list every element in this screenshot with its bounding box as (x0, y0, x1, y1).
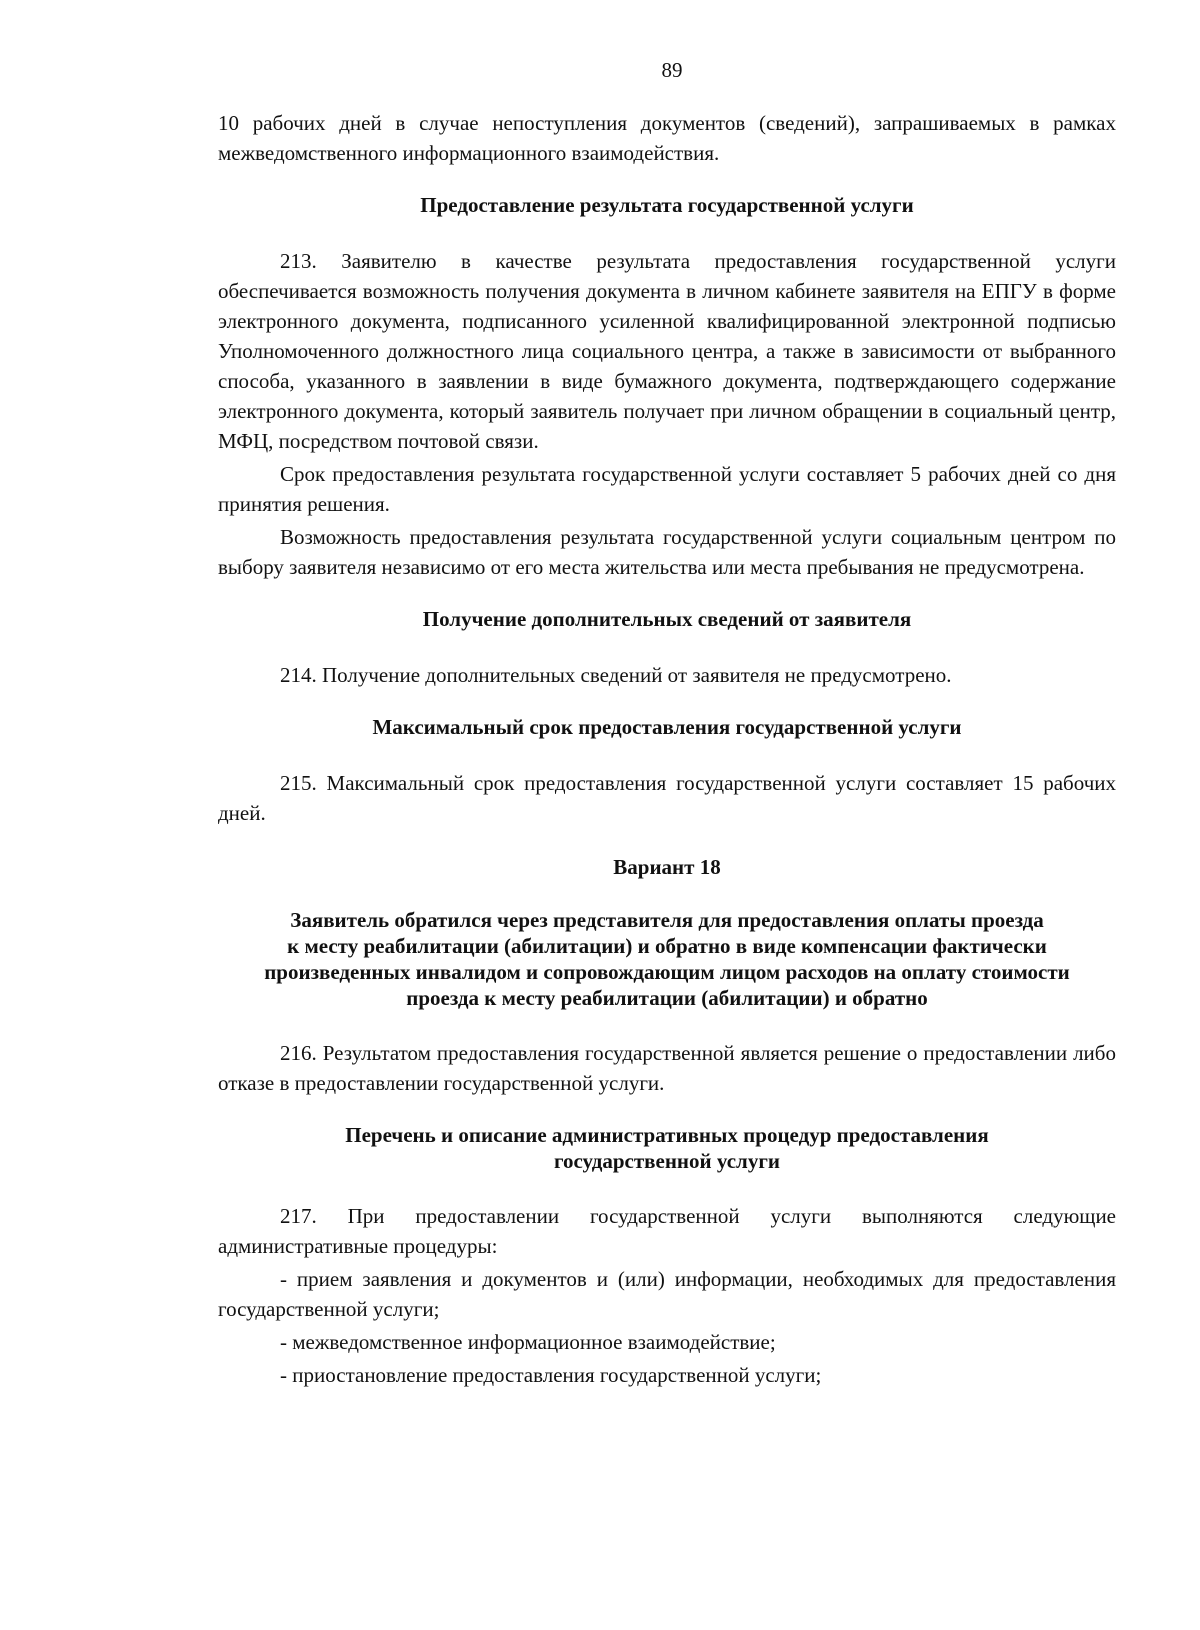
heading-applicant (218, 907, 1116, 1011)
paragraph-213: 213. Заявителю в качестве результата предоставления государственной услуги обеспечивается возможность получения документа в личном кабинете заявителя на ЕПГУ в форме электронного документа, подписанного усиленной квалифицированной электронной подписью Уполномоченного должностного лица социального центра, а также в зависимости от выбранного способа, указанного в заявлении в виде бумажного документа, подтверждающего содержание электронного документа, который заявитель получает при личном обращении в социальный центр, МФЦ, посредством почтовой связи. (218, 249, 1116, 453)
list-item: - межведомственное информационное взаимодействие; (280, 1330, 776, 1354)
paragraph-216: 216. Результатом предоставления государственной является решение о предоставлении либо отказе в предоставлении государственной услуги. (218, 1041, 1116, 1095)
heading-variant: Вариант 18 (613, 855, 721, 879)
heading-procedures-line-2: государственной услуги (554, 1149, 780, 1173)
heading-applicant-line-4: проезда к месту реабилитации (абилитации) и обратно (406, 986, 928, 1010)
list-item: - прием заявления и документов и (или) информации, необходимых для предоставления государственной услуги; (218, 1267, 1116, 1321)
paragraph-213-term: Срок предоставления результата государственной услуги составляет 5 рабочих дней со дня принятия решения. (218, 462, 1116, 516)
page-number: 89 (661, 58, 683, 82)
paragraph-215: 215. Максимальный срок предоставления государственной услуги составляет 15 рабочих дней. (218, 771, 1116, 825)
heading-applicant-line-1: Заявитель обратился через представителя для предоставления оплаты проезда (290, 908, 1044, 932)
paragraph-213-place: Возможность предоставления результата государственной услуги социальным центром по выбору заявителя независимо от его места жительства или места пребывания не предусмотрена. (218, 525, 1116, 579)
heading-result-provision: Предоставление результата государственной услуги (420, 193, 914, 217)
list-item: - приостановление предоставления государственной услуги; (280, 1363, 822, 1387)
paragraph-217: 217. При предоставлении государственной услуги выполняются следующие административные процедуры: (218, 1204, 1116, 1258)
heading-applicant-line-2: к месту реабилитации (абилитации) и обратно в виде компенсации фактически (287, 934, 1047, 958)
heading-procedures-line-1: Перечень и описание административных процедур предоставления (345, 1123, 989, 1147)
paragraph-continuation: 10 рабочих дней в случае непоступления документов (сведений), запрашиваемых в рамках межведомственного информационного взаимодействия. (218, 111, 1116, 165)
heading-procedures (218, 1122, 1116, 1174)
document-page (218, 55, 1116, 1390)
heading-additional-info: Получение дополнительных сведений от заявителя (422, 607, 912, 631)
heading-applicant-line-3: произведенных инвалидом и сопровождающим лицом расходов на оплату стоимости (264, 960, 1070, 984)
paragraph-214: 214. Получение дополнительных сведений от заявителя не предусмотрено. (280, 663, 952, 687)
heading-max-term: Максимальный срок предоставления государственной услуги (372, 715, 962, 739)
